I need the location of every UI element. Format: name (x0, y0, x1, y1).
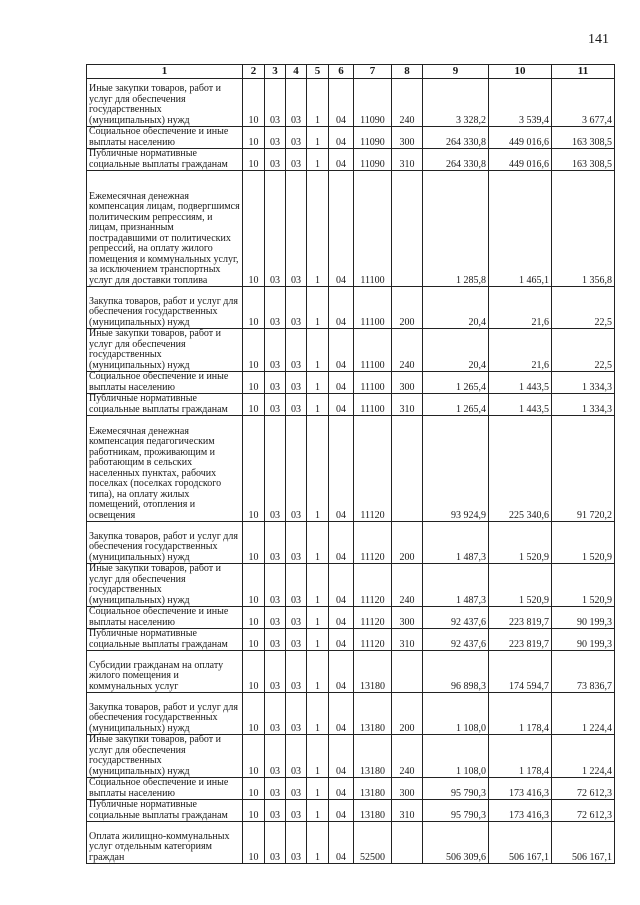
amount-cell: 264 330,8 (423, 127, 489, 149)
table-row (87, 822, 615, 864)
amount-cell: 1 487,3 (423, 522, 489, 564)
code-cell: 03 (265, 287, 286, 329)
code-cell: 04 (329, 778, 354, 800)
amount-cell: 3 539,4 (489, 79, 552, 127)
row-name: Социальное обеспечение и иные выплаты населению (87, 607, 243, 629)
code-cell: 310 (392, 800, 423, 822)
amount-cell: 22,5 (552, 287, 615, 329)
code-cell: 04 (329, 287, 354, 329)
code-cell: 04 (329, 629, 354, 651)
code-cell: 1 (307, 822, 329, 864)
code-cell: 1 (307, 735, 329, 778)
code-cell: 10 (243, 329, 265, 372)
amount-cell: 1 334,3 (552, 372, 615, 394)
code-cell: 11100 (354, 329, 392, 372)
amount-cell: 174 594,7 (489, 651, 552, 693)
amount-cell: 264 330,8 (423, 149, 489, 171)
code-cell: 03 (286, 822, 307, 864)
amount-cell: 1 108,0 (423, 693, 489, 735)
code-cell: 03 (286, 735, 307, 778)
code-cell: 03 (286, 651, 307, 693)
code-cell: 1 (307, 372, 329, 394)
code-cell: 04 (329, 607, 354, 629)
amount-cell: 1 443,5 (489, 394, 552, 416)
row-name: Закупка товаров, работ и услуг для обеспечения государственных (муниципальных) нужд (87, 522, 243, 564)
code-cell: 11120 (354, 564, 392, 607)
code-cell: 11090 (354, 79, 392, 127)
table-row (87, 372, 615, 394)
column-header: 6 (329, 65, 354, 79)
code-cell: 240 (392, 79, 423, 127)
code-cell: 03 (286, 171, 307, 287)
code-cell: 300 (392, 778, 423, 800)
code-cell: 10 (243, 149, 265, 171)
amount-cell: 449 016,6 (489, 127, 552, 149)
code-cell: 310 (392, 149, 423, 171)
code-cell: 03 (265, 735, 286, 778)
code-cell: 03 (286, 629, 307, 651)
code-cell: 03 (265, 800, 286, 822)
amount-cell: 20,4 (423, 329, 489, 372)
table-row (87, 79, 615, 127)
column-header: 10 (489, 65, 552, 79)
column-header: 11 (552, 65, 615, 79)
code-cell: 03 (286, 416, 307, 522)
amount-cell: 1 224,4 (552, 693, 615, 735)
row-name: Публичные нормативные социальные выплаты гражданам (87, 800, 243, 822)
code-cell: 1 (307, 778, 329, 800)
amount-cell: 1 520,9 (489, 564, 552, 607)
row-name: Ежемесячная денежная компенсация лицам, подвергшимся политическим репрессиям, и лицам, признанным пострадавшими от политических репрессий, на оплату жилого помещения и коммунальных услуг, за исключением транспортных услуг для доставки топлива (87, 171, 243, 287)
row-name: Социальное обеспечение и иные выплаты населению (87, 372, 243, 394)
table-row (87, 329, 615, 372)
code-cell: 03 (286, 149, 307, 171)
code-cell: 03 (265, 822, 286, 864)
row-name: Иные закупки товаров, работ и услуг для обеспечения государственных (муниципальных) нужд (87, 79, 243, 127)
code-cell: 1 (307, 394, 329, 416)
amount-cell: 95 790,3 (423, 800, 489, 822)
code-cell: 10 (243, 287, 265, 329)
code-cell: 11090 (354, 127, 392, 149)
row-name: Иные закупки товаров, работ и услуг для обеспечения государственных (муниципальных) нужд (87, 735, 243, 778)
code-cell: 04 (329, 693, 354, 735)
code-cell: 04 (329, 127, 354, 149)
table-row (87, 800, 615, 822)
code-cell (392, 416, 423, 522)
amount-cell: 1 334,3 (552, 394, 615, 416)
code-cell: 03 (286, 127, 307, 149)
code-cell: 1 (307, 607, 329, 629)
code-cell: 13180 (354, 735, 392, 778)
column-header: 9 (423, 65, 489, 79)
amount-cell: 3 677,4 (552, 79, 615, 127)
amount-cell: 21,6 (489, 287, 552, 329)
code-cell: 310 (392, 394, 423, 416)
amount-cell: 223 819,7 (489, 629, 552, 651)
row-name: Оплата жилищно-коммунальных услуг отдельным категориям граждан (87, 822, 243, 864)
code-cell: 11100 (354, 171, 392, 287)
amount-cell: 506 309,6 (423, 822, 489, 864)
amount-cell: 173 416,3 (489, 800, 552, 822)
code-cell: 04 (329, 651, 354, 693)
column-header: 5 (307, 65, 329, 79)
code-cell: 1 (307, 79, 329, 127)
code-cell: 10 (243, 735, 265, 778)
amount-cell: 95 790,3 (423, 778, 489, 800)
amount-cell: 225 340,6 (489, 416, 552, 522)
row-name: Закупка товаров, работ и услуг для обеспечения государственных (муниципальных) нужд (87, 693, 243, 735)
row-name: Иные закупки товаров, работ и услуг для обеспечения государственных (муниципальных) нужд (87, 329, 243, 372)
code-cell: 03 (265, 79, 286, 127)
code-cell: 300 (392, 372, 423, 394)
code-cell: 10 (243, 822, 265, 864)
table-row (87, 778, 615, 800)
code-cell: 11120 (354, 416, 392, 522)
table-row (87, 629, 615, 651)
code-cell: 10 (243, 564, 265, 607)
amount-cell: 90 199,3 (552, 607, 615, 629)
code-cell: 240 (392, 329, 423, 372)
code-cell: 10 (243, 372, 265, 394)
code-cell: 1 (307, 651, 329, 693)
code-cell: 240 (392, 735, 423, 778)
code-cell: 03 (265, 651, 286, 693)
column-header: 8 (392, 65, 423, 79)
budget-table (86, 64, 615, 864)
code-cell: 13180 (354, 778, 392, 800)
table-header-row (87, 65, 615, 79)
code-cell: 04 (329, 329, 354, 372)
code-cell: 10 (243, 171, 265, 287)
table-body (87, 79, 615, 864)
column-header: 4 (286, 65, 307, 79)
amount-cell: 1 443,5 (489, 372, 552, 394)
column-header: 3 (265, 65, 286, 79)
code-cell: 03 (265, 522, 286, 564)
code-cell: 13180 (354, 693, 392, 735)
amount-cell: 1 224,4 (552, 735, 615, 778)
code-cell: 1 (307, 149, 329, 171)
code-cell: 200 (392, 522, 423, 564)
code-cell: 04 (329, 394, 354, 416)
code-cell: 1 (307, 693, 329, 735)
code-cell: 10 (243, 416, 265, 522)
code-cell: 03 (265, 778, 286, 800)
code-cell: 04 (329, 800, 354, 822)
code-cell: 11120 (354, 607, 392, 629)
code-cell: 04 (329, 564, 354, 607)
code-cell: 1 (307, 416, 329, 522)
code-cell: 04 (329, 171, 354, 287)
amount-cell: 1 178,4 (489, 735, 552, 778)
amount-cell: 1 465,1 (489, 171, 552, 287)
amount-cell: 90 199,3 (552, 629, 615, 651)
code-cell (392, 822, 423, 864)
row-name: Ежемесячная денежная компенсация педагогическим работникам, проживающим и работающим в сельских населенных пунктах, рабочих поселках (поселках городского типа), на оплату жилых помещений, отопления и освещения (87, 416, 243, 522)
code-cell: 300 (392, 607, 423, 629)
table-row (87, 564, 615, 607)
table-row (87, 394, 615, 416)
amount-cell: 163 308,5 (552, 149, 615, 171)
code-cell: 1 (307, 564, 329, 607)
code-cell (392, 651, 423, 693)
code-cell: 200 (392, 693, 423, 735)
code-cell: 11100 (354, 394, 392, 416)
code-cell: 03 (265, 394, 286, 416)
code-cell: 1 (307, 171, 329, 287)
table-row (87, 416, 615, 522)
amount-cell: 72 612,3 (552, 778, 615, 800)
amount-cell: 1 520,9 (552, 564, 615, 607)
code-cell: 03 (265, 416, 286, 522)
amount-cell: 22,5 (552, 329, 615, 372)
code-cell: 10 (243, 693, 265, 735)
code-cell: 04 (329, 822, 354, 864)
table-row (87, 171, 615, 287)
amount-cell: 1 178,4 (489, 693, 552, 735)
code-cell: 13180 (354, 800, 392, 822)
code-cell: 240 (392, 564, 423, 607)
code-cell: 03 (265, 607, 286, 629)
code-cell: 03 (286, 287, 307, 329)
code-cell: 03 (265, 564, 286, 607)
amount-cell: 73 836,7 (552, 651, 615, 693)
code-cell: 11120 (354, 629, 392, 651)
column-header: 7 (354, 65, 392, 79)
amount-cell: 506 167,1 (552, 822, 615, 864)
row-name: Закупка товаров, работ и услуг для обеспечения государственных (муниципальных) нужд (87, 287, 243, 329)
code-cell: 04 (329, 149, 354, 171)
amount-cell: 92 437,6 (423, 629, 489, 651)
column-header: 2 (243, 65, 265, 79)
code-cell: 200 (392, 287, 423, 329)
table-row (87, 522, 615, 564)
code-cell: 13180 (354, 651, 392, 693)
amount-cell: 223 819,7 (489, 607, 552, 629)
code-cell: 03 (286, 607, 307, 629)
code-cell: 04 (329, 79, 354, 127)
code-cell: 03 (286, 778, 307, 800)
code-cell: 11090 (354, 149, 392, 171)
code-cell: 04 (329, 522, 354, 564)
amount-cell: 506 167,1 (489, 822, 552, 864)
row-name: Иные закупки товаров, работ и услуг для обеспечения государственных (муниципальных) нужд (87, 564, 243, 607)
code-cell: 310 (392, 629, 423, 651)
code-cell (392, 171, 423, 287)
code-cell: 04 (329, 372, 354, 394)
amount-cell: 1 108,0 (423, 735, 489, 778)
amount-cell: 1 487,3 (423, 564, 489, 607)
amount-cell: 91 720,2 (552, 416, 615, 522)
code-cell: 03 (265, 127, 286, 149)
code-cell: 10 (243, 127, 265, 149)
row-name: Субсидии гражданам на оплату жилого помещения и коммунальных услуг (87, 651, 243, 693)
code-cell: 03 (265, 329, 286, 372)
code-cell: 03 (286, 800, 307, 822)
code-cell: 10 (243, 607, 265, 629)
amount-cell: 20,4 (423, 287, 489, 329)
code-cell: 03 (286, 394, 307, 416)
code-cell: 03 (286, 79, 307, 127)
table-row (87, 127, 615, 149)
code-cell: 1 (307, 329, 329, 372)
code-cell: 1 (307, 800, 329, 822)
amount-cell: 72 612,3 (552, 800, 615, 822)
amount-cell: 96 898,3 (423, 651, 489, 693)
code-cell: 03 (286, 329, 307, 372)
amount-cell: 1 520,9 (552, 522, 615, 564)
code-cell: 03 (286, 372, 307, 394)
row-name: Социальное обеспечение и иные выплаты населению (87, 778, 243, 800)
code-cell: 10 (243, 800, 265, 822)
amount-cell: 163 308,5 (552, 127, 615, 149)
code-cell: 04 (329, 735, 354, 778)
code-cell: 1 (307, 629, 329, 651)
code-cell: 03 (265, 372, 286, 394)
code-cell: 03 (286, 522, 307, 564)
amount-cell: 21,6 (489, 329, 552, 372)
row-name: Публичные нормативные социальные выплаты гражданам (87, 629, 243, 651)
code-cell: 52500 (354, 822, 392, 864)
code-cell: 11100 (354, 372, 392, 394)
code-cell: 03 (286, 564, 307, 607)
code-cell: 10 (243, 629, 265, 651)
table-row (87, 651, 615, 693)
column-header: 1 (87, 65, 243, 79)
amount-cell: 1 520,9 (489, 522, 552, 564)
code-cell: 04 (329, 416, 354, 522)
amount-cell: 3 328,2 (423, 79, 489, 127)
row-name: Публичные нормативные социальные выплаты гражданам (87, 149, 243, 171)
code-cell: 1 (307, 127, 329, 149)
amount-cell: 1 265,4 (423, 372, 489, 394)
code-cell: 10 (243, 394, 265, 416)
code-cell: 03 (286, 693, 307, 735)
amount-cell: 1 356,8 (552, 171, 615, 287)
code-cell: 300 (392, 127, 423, 149)
table-row (87, 287, 615, 329)
amount-cell: 173 416,3 (489, 778, 552, 800)
code-cell: 03 (265, 629, 286, 651)
code-cell: 03 (265, 149, 286, 171)
code-cell: 1 (307, 522, 329, 564)
code-cell: 10 (243, 651, 265, 693)
row-name: Социальное обеспечение и иные выплаты населению (87, 127, 243, 149)
code-cell: 1 (307, 287, 329, 329)
row-name: Публичные нормативные социальные выплаты гражданам (87, 394, 243, 416)
code-cell: 03 (265, 693, 286, 735)
amount-cell: 449 016,6 (489, 149, 552, 171)
code-cell: 10 (243, 778, 265, 800)
code-cell: 10 (243, 79, 265, 127)
code-cell: 10 (243, 522, 265, 564)
page-number: 141 (588, 32, 609, 47)
amount-cell: 1 285,8 (423, 171, 489, 287)
table-row (87, 149, 615, 171)
table-row (87, 607, 615, 629)
code-cell: 11100 (354, 287, 392, 329)
code-cell: 03 (265, 171, 286, 287)
amount-cell: 1 265,4 (423, 394, 489, 416)
table-row (87, 735, 615, 778)
amount-cell: 93 924,9 (423, 416, 489, 522)
table-row (87, 693, 615, 735)
amount-cell: 92 437,6 (423, 607, 489, 629)
code-cell: 11120 (354, 522, 392, 564)
